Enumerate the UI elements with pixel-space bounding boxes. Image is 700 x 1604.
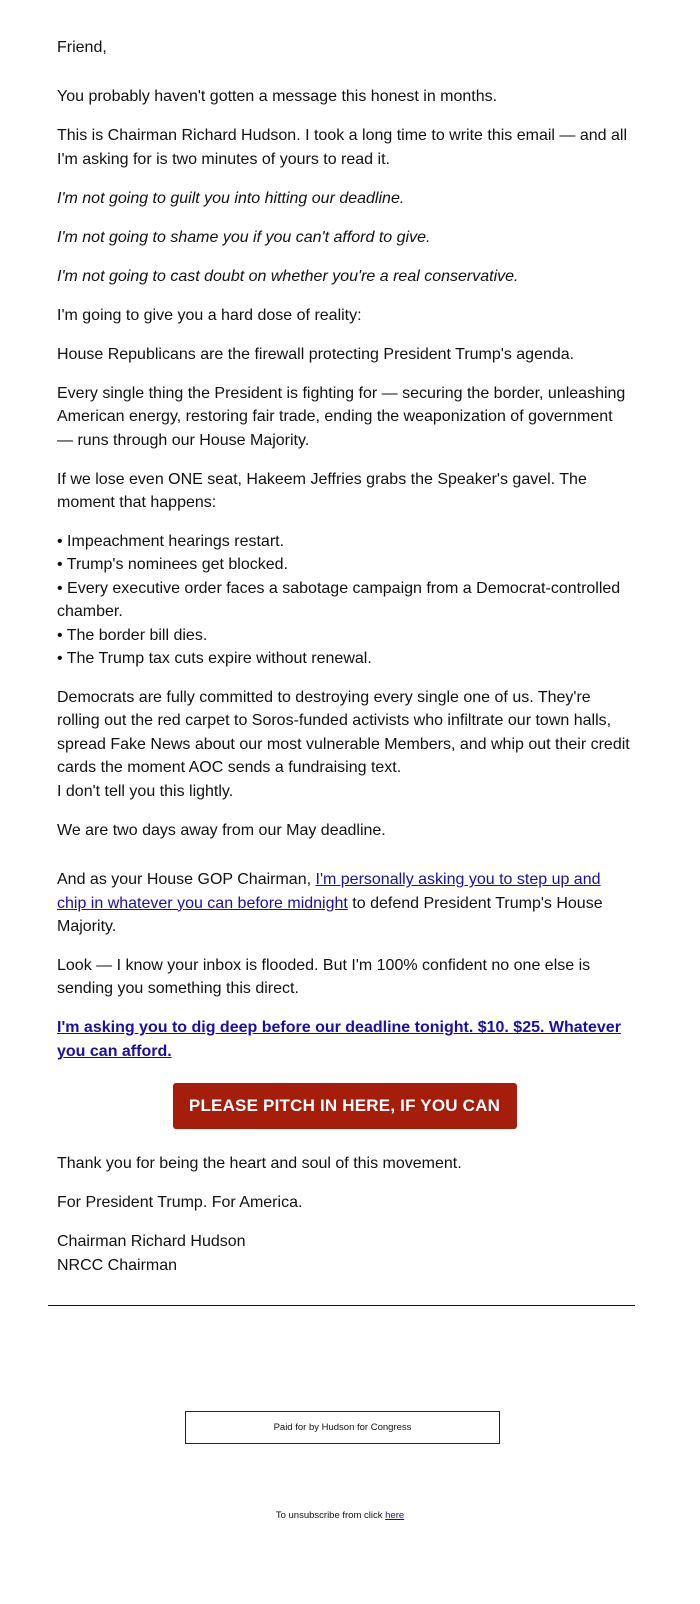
salutation: Friend, <box>57 39 107 56</box>
footer-divider <box>48 1305 635 1306</box>
email-body <box>57 36 632 1293</box>
cta-container <box>57 1083 632 1129</box>
signature <box>57 1230 632 1277</box>
paragraph-for-america: For President Trump. For America. <box>57 1194 303 1212</box>
bullet-item: • Impeachment hearings restart. <box>57 533 285 551</box>
unsubscribe-link[interactable]: here <box>385 1510 405 1521</box>
bullet-item: • Every executive order faces a sabotage campaign from a Democrat-controlled chamber. <box>57 579 621 621</box>
paragraph-bold-link <box>57 1016 632 1063</box>
ask-text-after: to defend President Trump's House Majority. <box>57 894 603 935</box>
paragraph-thanks: Thank you for being the heart and soul of this movement. <box>57 1155 462 1173</box>
unsubscribe-text: To unsubscribe from click <box>275 1510 386 1521</box>
ask-text-before: And as your House GOP Chairman, <box>57 871 316 889</box>
signature-title: NRCC Chairman <box>57 1256 178 1274</box>
bullet-item: • The Trump tax cuts expire without renewal. <box>57 650 372 668</box>
donate-bold-link[interactable]: I'm asking you to dig deep before our deadline tonight. $10. $25. Whatever you can afford. <box>57 1019 621 1060</box>
lightly-text: I don't tell you this lightly. <box>57 782 234 800</box>
paid-for-disclaimer: Paid for by Hudson for Congress <box>185 1411 500 1444</box>
bullet-item: • Trump's nominees get blocked. <box>57 556 288 574</box>
paragraph-lose-one-seat: If we lose even ONE seat, Hakeem Jeffries grabs the Speaker's gavel. The moment that happens: <box>57 470 587 512</box>
paragraph-firewall: House Republicans are the firewall protecting President Trump's agenda. <box>57 345 575 363</box>
italic-line-guilt: I'm not going to guilt you into hitting our deadline. <box>57 189 405 207</box>
italic-line-doubt: I'm not going to cast doubt on whether you're a real conservative. <box>57 267 519 285</box>
unsubscribe-line <box>0 1510 680 1521</box>
democrats-text: Democrats are fully committed to destroying every single one of us. They're rolling out the red carpet to Soros-funded activists who infiltrate our town halls, spread Fake News about our most vulnerable Members, and whip out their credit cards the moment AOC sends a fundraising text. <box>57 689 630 777</box>
pitch-in-button[interactable]: PLEASE PITCH IN HERE, IF YOU CAN <box>173 1083 517 1129</box>
donate-inline-link[interactable]: I'm personally asking you to step up and chip in whatever you can before midnight <box>57 871 601 912</box>
paragraph-look: Look — I know your inbox is flooded. But I'm 100% confident no one else is sending you something this direct. <box>57 956 591 998</box>
paragraph-every-single-thing: Every single thing the President is fighting for — securing the border, unleashing American energy, restoring fair trade, ending the weaponization of government — runs through our House Majority. <box>57 384 626 449</box>
paragraph-reality: I'm going to give you a hard dose of reality: <box>57 306 362 324</box>
paragraph-deadline: We are two days away from our May deadline. <box>57 821 386 839</box>
paragraph-intro: This is Chairman Richard Hudson. I took a long time to write this email — and all I'm asking for is two minutes of yours to read it. <box>57 127 628 168</box>
bullet-list <box>57 530 632 670</box>
bullet-item: • The border bill dies. <box>57 626 208 644</box>
italic-line-shame: I'm not going to shame you if you can't afford to give. <box>57 228 431 246</box>
paragraph-honest: You probably haven't gotten a message this honest in months. <box>57 88 498 106</box>
paragraph-ask <box>57 868 632 938</box>
paragraph-democrats <box>57 686 632 803</box>
signature-name: Chairman Richard Hudson <box>57 1233 246 1251</box>
